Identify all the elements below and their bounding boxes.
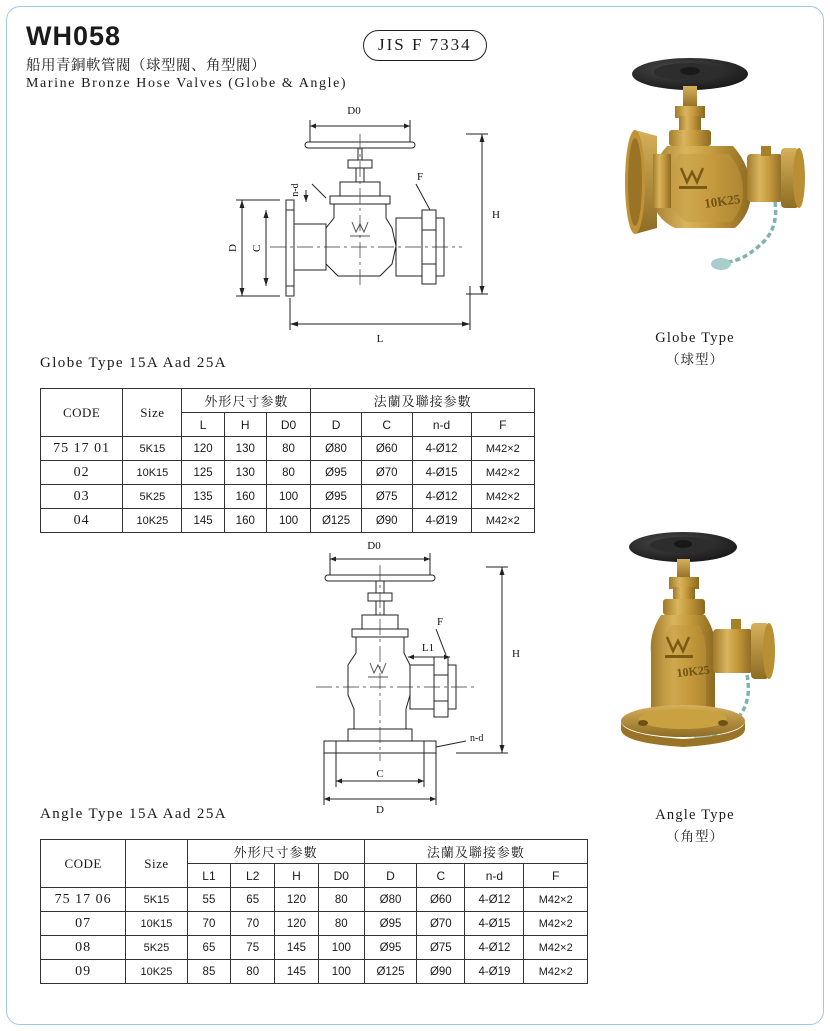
svg-text:L1: L1 — [421, 642, 435, 654]
angle-row2-L2: 75 — [231, 936, 275, 960]
angle-spec-table — [40, 839, 588, 984]
angle-row0-nd: 4-Ø12 — [465, 888, 524, 912]
globe-th-F: F — [471, 413, 534, 437]
globe-row0-F: M42×2 — [471, 437, 534, 461]
angle-row2-code: 08 — [41, 936, 126, 960]
angle-row3-nd: 4-Ø19 — [465, 960, 524, 984]
svg-text:F: F — [416, 171, 424, 183]
angle-row0-F: M42×2 — [524, 888, 588, 912]
angle-row1-size: 10K15 — [126, 912, 187, 936]
svg-text:H: H — [512, 648, 520, 660]
table-row — [41, 960, 588, 984]
globe-row0-nd: 4-Ø12 — [412, 437, 471, 461]
globe-row0-C: Ø60 — [361, 437, 412, 461]
table-row — [41, 485, 535, 509]
globe-th-group-flange: 法蘭及聯接参數 — [311, 389, 535, 413]
svg-text:C: C — [376, 768, 384, 780]
globe-row2-H: 160 — [224, 485, 266, 509]
product-title-english: Marine Bronze Hose Valves (Globe & Angle) — [26, 76, 348, 92]
globe-row2-nd: 4-Ø12 — [412, 485, 471, 509]
globe-row1-D: Ø95 — [311, 461, 362, 485]
globe-photo-caption — [600, 328, 790, 370]
angle-row0-size: 5K15 — [126, 888, 187, 912]
angle-th-code: CODE — [41, 840, 126, 888]
globe-body-label: 10K25 — [703, 191, 742, 211]
globe-row2-D0: 100 — [266, 485, 310, 509]
globe-row0-L: 120 — [182, 437, 224, 461]
svg-text:D: D — [376, 804, 384, 816]
globe-row0-D0: 80 — [266, 437, 310, 461]
svg-text:F: F — [436, 616, 444, 628]
table-row — [41, 461, 535, 485]
angle-th-group-dims: 外形尺寸参數 — [187, 840, 364, 864]
angle-row1-L2: 70 — [231, 912, 275, 936]
globe-row2-size: 5K25 — [123, 485, 182, 509]
angle-row2-size: 5K25 — [126, 936, 187, 960]
angle-row1-D: Ø95 — [364, 912, 417, 936]
svg-text:D: D — [227, 244, 239, 252]
angle-th-D: D — [364, 864, 417, 888]
globe-th-size: Size — [123, 389, 182, 437]
globe-row3-H: 160 — [224, 509, 266, 533]
angle-body-label: 10K25 — [675, 662, 711, 680]
angle-row1-F: M42×2 — [524, 912, 588, 936]
angle-row1-C: Ø70 — [417, 912, 465, 936]
angle-row2-C: Ø75 — [417, 936, 465, 960]
angle-row0-C: Ø60 — [417, 888, 465, 912]
angle-th-L1: L1 — [187, 864, 231, 888]
svg-text:H: H — [492, 209, 500, 221]
table-row — [41, 936, 588, 960]
angle-th-L2: L2 — [231, 864, 275, 888]
globe-th-H: H — [224, 413, 266, 437]
globe-row0-size: 5K15 — [123, 437, 182, 461]
globe-row0-H: 130 — [224, 437, 266, 461]
globe-row1-D0: 80 — [266, 461, 310, 485]
globe-spec-table — [40, 388, 535, 533]
angle-row3-code: 09 — [41, 960, 126, 984]
globe-row3-D0: 100 — [266, 509, 310, 533]
angle-th-nd: n-d — [465, 864, 524, 888]
globe-row1-F: M42×2 — [471, 461, 534, 485]
globe-row2-D: Ø95 — [311, 485, 362, 509]
table-row — [41, 912, 588, 936]
globe-th-nd: n-d — [412, 413, 471, 437]
globe-row1-H: 130 — [224, 461, 266, 485]
globe-row1-L: 125 — [182, 461, 224, 485]
globe-row1-size: 10K15 — [123, 461, 182, 485]
angle-type-drawing — [250, 540, 550, 816]
angle-th-H: H — [275, 864, 319, 888]
table-row — [41, 437, 535, 461]
globe-row3-nd: 4-Ø19 — [412, 509, 471, 533]
angle-th-group-flange: 法蘭及聯接参數 — [364, 840, 587, 864]
angle-row0-D0: 80 — [318, 888, 364, 912]
angle-row3-H: 145 — [275, 960, 319, 984]
globe-row3-code: 04 — [41, 509, 123, 533]
angle-row1-H: 120 — [275, 912, 319, 936]
globe-th-L: L — [182, 413, 224, 437]
angle-row3-size: 10K25 — [126, 960, 187, 984]
angle-th-F: F — [524, 864, 588, 888]
globe-row2-C: Ø75 — [361, 485, 412, 509]
globe-row3-D: Ø125 — [311, 509, 362, 533]
angle-th-size: Size — [126, 840, 187, 888]
angle-row0-code: 75 17 06 — [41, 888, 126, 912]
globe-row0-code: 75 17 01 — [41, 437, 123, 461]
angle-row2-H: 145 — [275, 936, 319, 960]
angle-row0-L1: 55 — [187, 888, 231, 912]
angle-row3-F: M42×2 — [524, 960, 588, 984]
angle-row2-F: M42×2 — [524, 936, 588, 960]
svg-text:n-d: n-d — [290, 183, 301, 197]
globe-th-code: CODE — [41, 389, 123, 437]
angle-row1-D0: 80 — [318, 912, 364, 936]
svg-text:D0: D0 — [367, 540, 381, 552]
angle-row3-D: Ø125 — [364, 960, 417, 984]
angle-row2-nd: 4-Ø12 — [465, 936, 524, 960]
svg-text:L: L — [376, 333, 384, 345]
globe-row2-code: 03 — [41, 485, 123, 509]
product-title-chinese: 船用青銅軟管閥（球型閥、角型閥） — [26, 58, 266, 75]
svg-text:C: C — [251, 244, 263, 252]
globe-th-D0: D0 — [266, 413, 310, 437]
angle-row1-nd: 4-Ø15 — [465, 912, 524, 936]
angle-row3-L2: 80 — [231, 960, 275, 984]
angle-row3-D0: 100 — [318, 960, 364, 984]
angle-row0-L2: 65 — [231, 888, 275, 912]
globe-row1-code: 02 — [41, 461, 123, 485]
table-row — [41, 509, 535, 533]
globe-caption-cn: （球型） — [666, 351, 724, 367]
angle-type-photo — [585, 525, 805, 795]
angle-section-label: Angle Type 15A Aad 25A — [40, 806, 227, 822]
globe-row2-F: M42×2 — [471, 485, 534, 509]
standard-badge: JIS F 7334 — [363, 30, 487, 61]
svg-text:n-d: n-d — [470, 733, 484, 744]
angle-row1-L1: 70 — [187, 912, 231, 936]
globe-row3-C: Ø90 — [361, 509, 412, 533]
globe-type-photo — [575, 50, 805, 310]
globe-row3-F: M42×2 — [471, 509, 534, 533]
globe-th-C: C — [361, 413, 412, 437]
angle-row1-code: 07 — [41, 912, 126, 936]
globe-row0-D: Ø80 — [311, 437, 362, 461]
globe-row2-L: 135 — [182, 485, 224, 509]
angle-row2-D: Ø95 — [364, 936, 417, 960]
angle-th-D0: D0 — [318, 864, 364, 888]
globe-th-group-dims: 外形尺寸参數 — [182, 389, 311, 413]
globe-row1-C: Ø70 — [361, 461, 412, 485]
angle-caption-en: Angle Type — [655, 807, 735, 823]
globe-row3-L: 145 — [182, 509, 224, 533]
angle-row3-L1: 85 — [187, 960, 231, 984]
header — [26, 22, 586, 92]
angle-photo-caption — [600, 805, 790, 847]
angle-row2-L1: 65 — [187, 936, 231, 960]
globe-section-label: Globe Type 15A Aad 25A — [40, 355, 227, 371]
product-code: WH058 — [26, 21, 122, 51]
angle-th-C: C — [417, 864, 465, 888]
angle-row3-C: Ø90 — [417, 960, 465, 984]
globe-type-drawing — [227, 98, 530, 360]
globe-caption-en: Globe Type — [655, 330, 735, 346]
globe-row3-size: 10K25 — [123, 509, 182, 533]
globe-th-D: D — [311, 413, 362, 437]
angle-row0-D: Ø80 — [364, 888, 417, 912]
angle-caption-cn: （角型） — [666, 828, 724, 844]
svg-text:D0: D0 — [347, 105, 361, 117]
globe-row1-nd: 4-Ø15 — [412, 461, 471, 485]
angle-row0-H: 120 — [275, 888, 319, 912]
table-row — [41, 888, 588, 912]
angle-row2-D0: 100 — [318, 936, 364, 960]
